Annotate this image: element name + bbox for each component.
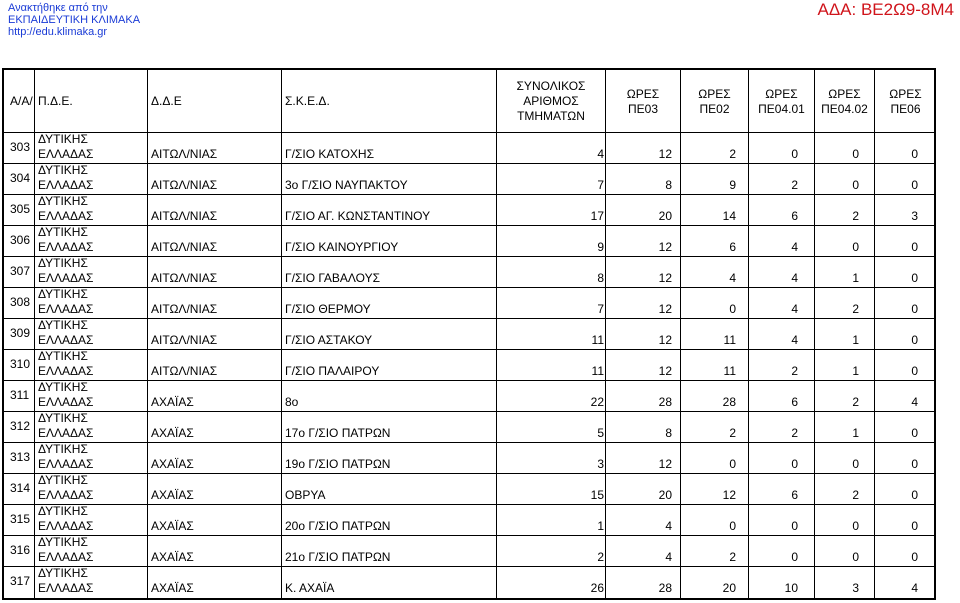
table-row <box>4 411 934 443</box>
header-pe02-line-2: ΠΕ02 <box>699 102 730 116</box>
row-pde-line-1: ΔΥΤΙΚΗΣ <box>38 349 88 363</box>
row-pe06: 0 <box>911 333 918 347</box>
row-pde-line-1: ΔΥΤΙΚΗΣ <box>38 194 88 208</box>
row-pe0402: 1 <box>852 333 859 347</box>
row-pe0401: 0 <box>791 147 798 161</box>
row-aa: 304 <box>10 171 31 185</box>
row-pe02: 20 <box>722 581 736 595</box>
row-dde: ΑΙΤΩΛ/ΝΙΑΣ <box>151 333 218 347</box>
row-pe06: 4 <box>911 395 918 409</box>
row-pe06: 0 <box>911 147 918 161</box>
row-pde-line-1: ΔΥΤΙΚΗΣ <box>38 318 88 332</box>
header-pe06-line-2: ΠΕ06 <box>890 102 921 116</box>
row-pe0402: 0 <box>852 550 859 564</box>
row-pe0401: 0 <box>791 519 798 533</box>
row-pe03: 12 <box>658 147 672 161</box>
row-pde-line-2: ΕΛΛΑΔΑΣ <box>38 457 94 471</box>
row-total: 11 <box>591 333 604 347</box>
row-total: 26 <box>590 581 604 595</box>
row-pe06: 0 <box>911 550 918 564</box>
row-pe06: 4 <box>911 581 918 595</box>
row-pde-line-1: ΔΥΤΙΚΗΣ <box>38 380 88 394</box>
header-total-sections <box>497 79 605 124</box>
row-total: 15 <box>590 488 604 502</box>
row-pe03: 4 <box>665 550 672 564</box>
row-pe02: 9 <box>729 178 736 192</box>
row-pe02: 2 <box>729 550 736 564</box>
row-pe0401: 0 <box>791 550 798 564</box>
row-pe02: 4 <box>729 271 736 285</box>
row-aa: 316 <box>10 543 31 557</box>
row-pe03: 8 <box>665 426 672 440</box>
row-pe06: 0 <box>911 302 918 316</box>
row-pde-line-2: ΕΛΛΑΔΑΣ <box>38 426 94 440</box>
row-aa: 309 <box>10 326 31 340</box>
row-pe03: 4 <box>665 519 672 533</box>
header-aa: Α/Α/ <box>10 94 33 108</box>
row-dde: ΑΙΤΩΛ/ΝΙΑΣ <box>151 302 218 316</box>
row-pde-line-2: ΕΛΛΑΔΑΣ <box>38 364 94 378</box>
row-dde: ΑΧΑΪΑΣ <box>151 581 194 595</box>
header-pe0401-line-1: ΩΡΕΣ <box>765 87 798 101</box>
row-pe02: 0 <box>729 457 736 471</box>
row-aa: 313 <box>10 450 31 464</box>
table-row <box>4 225 934 257</box>
row-total: 11 <box>591 364 604 378</box>
row-pde-line-1: ΔΥΤΙΚΗΣ <box>38 442 88 456</box>
row-pe02: 28 <box>722 395 736 409</box>
row-pe0401: 6 <box>791 209 798 223</box>
row-pe0402: 3 <box>852 581 859 595</box>
row-pe03: 12 <box>658 302 672 316</box>
row-school-name: Γ/ΣΙΟ ΠΑΛΑΙΡΟΥ <box>285 364 380 378</box>
row-pe06: 0 <box>911 457 918 471</box>
row-aa: 311 <box>10 388 30 402</box>
row-pe03: 12 <box>658 240 672 254</box>
row-total: 9 <box>597 240 604 254</box>
row-pe0402: 1 <box>852 271 859 285</box>
row-dde: ΑΧΑΪΑΣ <box>151 426 194 440</box>
row-school-name: Γ/ΣΙΟ ΚΑΤΟΧΗΣ <box>285 147 375 161</box>
watermark-line-1: Ανακτήθηκε από την <box>8 2 108 14</box>
header-pe06-line-1: ΩΡΕΣ <box>889 87 922 101</box>
row-pe06: 3 <box>911 209 918 223</box>
table-row <box>4 163 934 195</box>
row-school-name: 20ο Γ/ΣΙΟ ΠΑΤΡΩΝ <box>285 519 391 533</box>
watermark-link[interactable]: http://edu.klimaka.gr <box>8 26 108 38</box>
header-pe0402 <box>815 87 874 117</box>
row-school-name: Γ/ΣΙΟ ΘΕΡΜΟΥ <box>285 302 371 316</box>
row-pe0402: 1 <box>852 426 859 440</box>
header-pe02 <box>681 87 748 117</box>
header-total-line-3: ΤΜΗΜΑΤΩΝ <box>517 109 585 123</box>
row-pde-line-2: ΕΛΛΑΔΑΣ <box>38 581 94 595</box>
row-total: 4 <box>597 147 604 161</box>
row-pde-line-1: ΔΥΤΙΚΗΣ <box>38 287 88 301</box>
row-pde-line-2: ΕΛΛΑΔΑΣ <box>38 333 94 347</box>
header-pe02-line-1: ΩΡΕΣ <box>698 87 731 101</box>
row-pe06: 0 <box>911 364 918 378</box>
row-pe0401: 4 <box>791 302 798 316</box>
row-pe0401: 4 <box>791 333 798 347</box>
row-aa: 307 <box>10 264 31 278</box>
row-total: 3 <box>597 457 604 471</box>
row-pe06: 0 <box>911 488 918 502</box>
row-pde-line-1: ΔΥΤΙΚΗΣ <box>38 473 88 487</box>
row-aa: 310 <box>10 357 31 371</box>
row-pde-line-2: ΕΛΛΑΔΑΣ <box>38 240 94 254</box>
header-dde: Δ.Δ.Ε <box>151 94 182 108</box>
row-pe0402: 2 <box>852 302 859 316</box>
row-school-name: Γ/ΣΙΟ ΑΓ. ΚΩΝΣΤΑΝΤΙΝΟΥ <box>285 209 431 223</box>
watermark-line-2: ΕΚΠΑΙΔΕΥΤΙΚΗ ΚΛΙΜΑΚΑ <box>8 14 141 26</box>
row-pde-line-2: ΕΛΛΑΔΑΣ <box>38 395 94 409</box>
klimaka-watermark[interactable] <box>8 2 140 38</box>
row-dde: ΑΧΑΪΑΣ <box>151 519 194 533</box>
row-pde-line-2: ΕΛΛΑΔΑΣ <box>38 271 94 285</box>
row-pde-line-1: ΔΥΤΙΚΗΣ <box>38 256 88 270</box>
ada-code: ΑΔΑ: ΒΕ2Ω9-8Μ4 <box>817 0 954 19</box>
table-row <box>4 256 934 288</box>
row-dde: ΑΧΑΪΑΣ <box>151 457 194 471</box>
table-row <box>4 442 934 474</box>
table-header <box>4 70 934 133</box>
row-pe03: 12 <box>658 457 672 471</box>
row-pe0401: 2 <box>791 426 798 440</box>
row-aa: 315 <box>10 512 31 526</box>
row-pe02: 2 <box>729 147 736 161</box>
row-pe0402: 0 <box>852 178 859 192</box>
header-total-line-1: ΣΥΝΟΛΙΚΟΣ <box>516 79 586 93</box>
row-pe06: 0 <box>911 426 918 440</box>
row-total: 5 <box>597 426 604 440</box>
table-row <box>4 535 934 567</box>
row-total: 8 <box>597 271 604 285</box>
row-total: 2 <box>597 550 604 564</box>
row-pe0402: 0 <box>852 240 859 254</box>
row-aa: 314 <box>10 481 31 495</box>
row-dde: ΑΙΤΩΛ/ΝΙΑΣ <box>151 364 218 378</box>
row-pe0401: 2 <box>791 178 798 192</box>
row-pe0402: 2 <box>852 395 859 409</box>
row-pde-line-2: ΕΛΛΑΔΑΣ <box>38 519 94 533</box>
row-pe02: 0 <box>729 302 736 316</box>
header-pe0402-line-1: ΩΡΕΣ <box>828 87 861 101</box>
row-pde-line-1: ΔΥΤΙΚΗΣ <box>38 504 88 518</box>
row-pe02: 14 <box>722 209 736 223</box>
row-pde-line-1: ΔΥΤΙΚΗΣ <box>38 566 88 580</box>
table-row <box>4 287 934 319</box>
row-aa: 303 <box>10 140 31 154</box>
row-school-name: 3ο Γ/ΣΙΟ ΝΑΥΠΑΚΤΟΥ <box>285 178 408 192</box>
row-pe0402: 0 <box>852 147 859 161</box>
row-school-name: Γ/ΣΙΟ ΚΑΙΝΟΥΡΓΙΟΥ <box>285 240 399 254</box>
row-pde-line-2: ΕΛΛΑΔΑΣ <box>38 488 94 502</box>
row-pe03: 12 <box>658 333 672 347</box>
row-pde-line-1: ΔΥΤΙΚΗΣ <box>38 535 88 549</box>
row-pe0402: 2 <box>852 209 859 223</box>
row-pe06: 0 <box>911 178 918 192</box>
row-pe02: 11 <box>723 364 736 378</box>
row-dde: ΑΙΤΩΛ/ΝΙΑΣ <box>151 147 218 161</box>
schools-table <box>2 68 936 600</box>
header-pe03 <box>606 87 680 117</box>
row-pe02: 12 <box>722 488 736 502</box>
header-sked: Σ.Κ.Ε.Δ. <box>285 94 330 108</box>
row-pe03: 8 <box>665 178 672 192</box>
row-pe02: 0 <box>729 519 736 533</box>
row-pe0401: 0 <box>791 457 798 471</box>
table-row <box>4 473 934 505</box>
table-row <box>4 504 934 536</box>
row-pe06: 0 <box>911 519 918 533</box>
row-pde-line-2: ΕΛΛΑΔΑΣ <box>38 178 94 192</box>
row-pe03: 12 <box>658 364 672 378</box>
row-aa: 305 <box>10 202 31 216</box>
row-pe0401: 2 <box>791 364 798 378</box>
row-pde-line-2: ΕΛΛΑΔΑΣ <box>38 550 94 564</box>
row-pde-line-1: ΔΥΤΙΚΗΣ <box>38 225 88 239</box>
row-pe06: 0 <box>911 271 918 285</box>
row-dde: ΑΧΑΪΑΣ <box>151 395 194 409</box>
table-row <box>4 132 934 164</box>
row-pe03: 12 <box>658 271 672 285</box>
table-row <box>4 380 934 412</box>
row-pe0402: 0 <box>852 457 859 471</box>
row-dde: ΑΧΑΪΑΣ <box>151 488 194 502</box>
header-pde: Π.Δ.Ε. <box>38 94 73 108</box>
row-pe03: 20 <box>658 209 672 223</box>
row-school-name: 19ο Γ/ΣΙΟ ΠΑΤΡΩΝ <box>285 457 391 471</box>
row-pe0401: 4 <box>791 271 798 285</box>
row-school-name: 21ο Γ/ΣΙΟ ΠΑΤΡΩΝ <box>285 550 391 564</box>
row-pe0402: 0 <box>852 519 859 533</box>
row-total: 17 <box>590 209 604 223</box>
row-pde-line-1: ΔΥΤΙΚΗΣ <box>38 411 88 425</box>
row-pe0402: 2 <box>852 488 859 502</box>
row-pe03: 28 <box>658 395 672 409</box>
table-row <box>4 318 934 350</box>
row-school-name: Γ/ΣΙΟ ΓΑΒΑΛΟΥΣ <box>285 271 381 285</box>
header-pe0401 <box>749 87 814 117</box>
row-school-name: Κ. ΑΧΑΪΑ <box>285 581 335 595</box>
row-aa: 317 <box>10 574 31 588</box>
header-pe0401-line-2: ΠΕ04.01 <box>758 102 805 116</box>
table-row <box>4 566 934 597</box>
table-row <box>4 349 934 381</box>
row-pe02: 6 <box>729 240 736 254</box>
row-dde: ΑΧΑΪΑΣ <box>151 550 194 564</box>
header-pe0402-line-2: ΠΕ04.02 <box>821 102 868 116</box>
row-pde-line-2: ΕΛΛΑΔΑΣ <box>38 209 94 223</box>
row-pe0401: 6 <box>791 488 798 502</box>
row-pde-line-2: ΕΛΛΑΔΑΣ <box>38 302 94 316</box>
row-pe02: 11 <box>723 333 736 347</box>
row-total: 1 <box>597 519 604 533</box>
row-pde-line-1: ΔΥΤΙΚΗΣ <box>38 163 88 177</box>
row-pe03: 28 <box>658 581 672 595</box>
row-total: 7 <box>597 178 604 192</box>
row-aa: 306 <box>10 233 31 247</box>
row-school-name: 17ο Γ/ΣΙΟ ΠΑΤΡΩΝ <box>285 426 391 440</box>
row-pe0401: 10 <box>784 581 798 595</box>
row-pe02: 2 <box>729 426 736 440</box>
header-total-line-2: ΑΡΙΘΜΟΣ <box>523 94 579 108</box>
table-row <box>4 194 934 226</box>
row-pe0401: 4 <box>791 240 798 254</box>
header-pe03-line-1: ΩΡΕΣ <box>626 87 660 101</box>
row-pde-line-1: ΔΥΤΙΚΗΣ <box>38 132 88 146</box>
row-pde-line-2: ΕΛΛΑΔΑΣ <box>38 147 94 161</box>
row-dde: ΑΙΤΩΛ/ΝΙΑΣ <box>151 271 218 285</box>
header-pe03-line-2: ΠΕ03 <box>627 102 659 116</box>
row-school-name: ΟΒΡΥΑ <box>285 488 326 502</box>
row-dde: ΑΙΤΩΛ/ΝΙΑΣ <box>151 209 218 223</box>
row-pe0402: 1 <box>852 364 859 378</box>
row-pe06: 0 <box>911 240 918 254</box>
row-dde: ΑΙΤΩΛ/ΝΙΑΣ <box>151 178 218 192</box>
row-aa: 312 <box>10 419 31 433</box>
row-school-name: Γ/ΣΙΟ ΑΣΤΑΚΟΥ <box>285 333 373 347</box>
row-total: 22 <box>590 395 604 409</box>
row-pe0401: 6 <box>791 395 798 409</box>
row-pe03: 20 <box>658 488 672 502</box>
header-pe06 <box>875 87 936 117</box>
row-total: 7 <box>597 302 604 316</box>
row-school-name: 8ο <box>285 395 299 409</box>
row-dde: ΑΙΤΩΛ/ΝΙΑΣ <box>151 240 218 254</box>
row-aa: 308 <box>10 295 31 309</box>
